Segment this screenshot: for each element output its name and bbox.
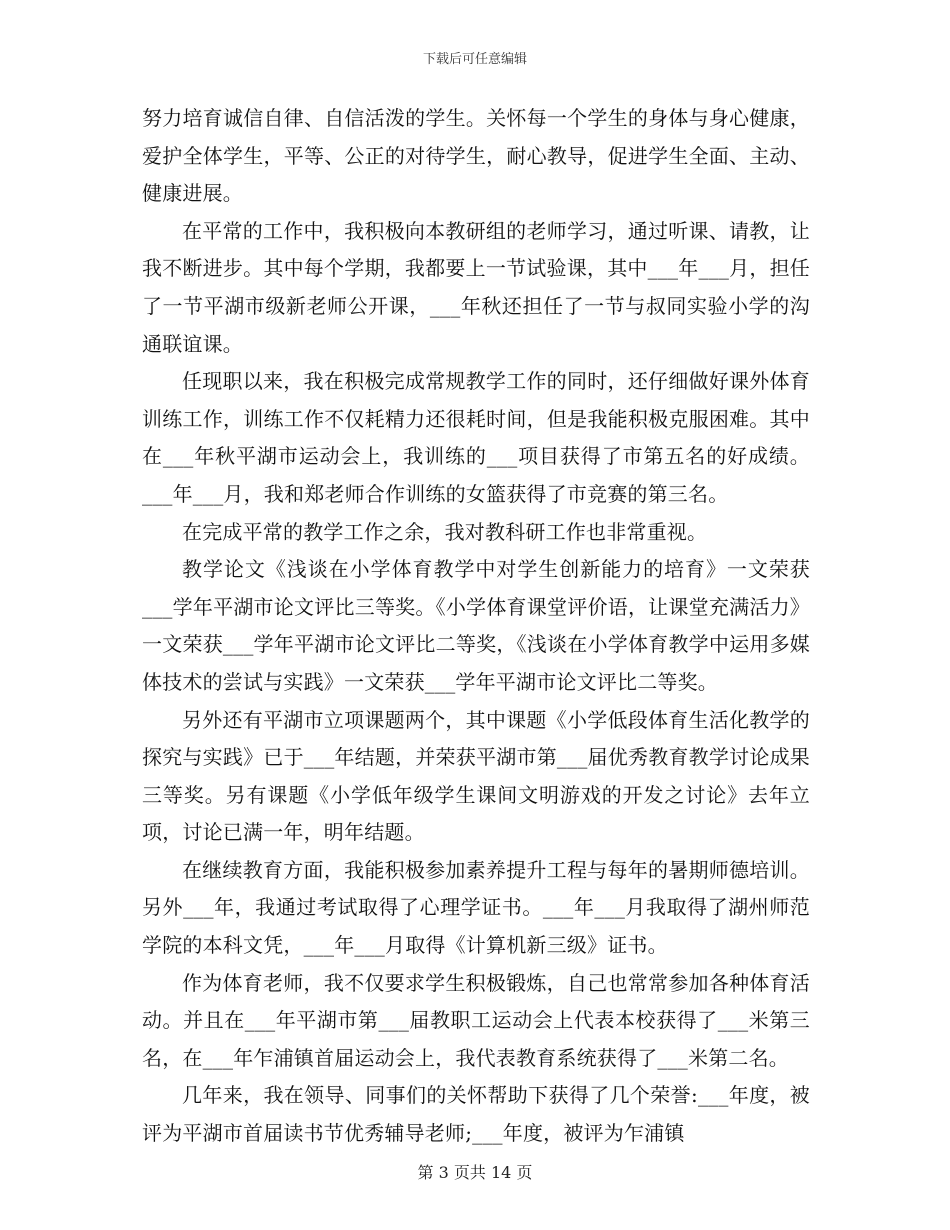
paragraph-4: 在完成平常的教学工作之余，我对教科研工作也非常重视。	[182, 519, 708, 544]
paragraph-8: 作为体育老师，我不仅要求学生积极锻炼，自己也常常参加各种体育活动。并且在___年平湖市第___届教职工运动会上代表本校获得了___米第三名，在___年乍浦镇首届运动会上，我代表教育系统获得了___米第二名。	[142, 970, 810, 1070]
paragraph-5: 教学论文《浅谈在小学体育教学中对学生创新能力的培育》一文荣获___学年平湖市论文评比三等奖。《小学体育课堂评价语，让课堂充满活力》一文荣获___学年平湖市论文评比二等奖，《浅谈在小学体育教学中运用多媒体技术的尝试与实践》一文荣获___学年平湖市论文评比二等奖。	[142, 557, 810, 694]
paragraph-6: 另外还有平湖市立项课题两个，其中课题《小学低段体育生活化教学的探究与实践》已于___年结题，并荣获平湖市第___届优秀教育教学讨论成果三等奖。另有课题《小学低年级学生课间文明游戏的开发之讨论》去年立项，讨论已满一年，明年结题。	[142, 707, 810, 845]
page-header: 下载后可任意编辑	[422, 52, 527, 67]
page-footer: 第 3 页共 14 页	[417, 1163, 533, 1182]
paragraph-7: 在继续教育方面，我能积极参加素养提升工程与每年的暑期师德培训。另外___年，我通过考试取得了心理学证书。___年___月我取得了湖州师范学院的本科文凭，___年___月取得《计算机新三级》证书。	[142, 857, 810, 958]
paragraph-3: 任现职以来，我在积极完成常规教学工作的同时，还仔细做好课外体育训练工作，训练工作不仅耗精力还很耗时间，但是我能积极克服困难。其中在___年秋平湖市运动会上，我训练的___项目获得了市第五名的好成绩。___年___月，我和郑老师合作训练的女篮获得了市竞赛的第三名。	[142, 369, 810, 506]
paragraph-1: 努力培育诚信自律、自信活泼的学生。关怀每一个学生的身体与身心健康，爱护全体学生，平等、公正的对待学生，耐心教导，促进学生全面、主动、健康进展。	[142, 106, 810, 206]
document-body	[142, 100, 810, 1153]
paragraph-2: 在平常的工作中，我积极向本教研组的老师学习，通过听课、请教，让我不断进步。其中每个学期，我都要上一节试验课，其中___年___月，担任了一节平湖市级新老师公开课，___年秋还担任了一节与叔同实验小学的沟通联谊课。	[142, 218, 810, 356]
paragraph-9: 几年来，我在领导、同事们的关怀帮助下获得了几个荣誉:___年度，被评为平湖市首届读书节优秀辅导老师;___年度，被评为乍浦镇	[142, 1083, 810, 1146]
